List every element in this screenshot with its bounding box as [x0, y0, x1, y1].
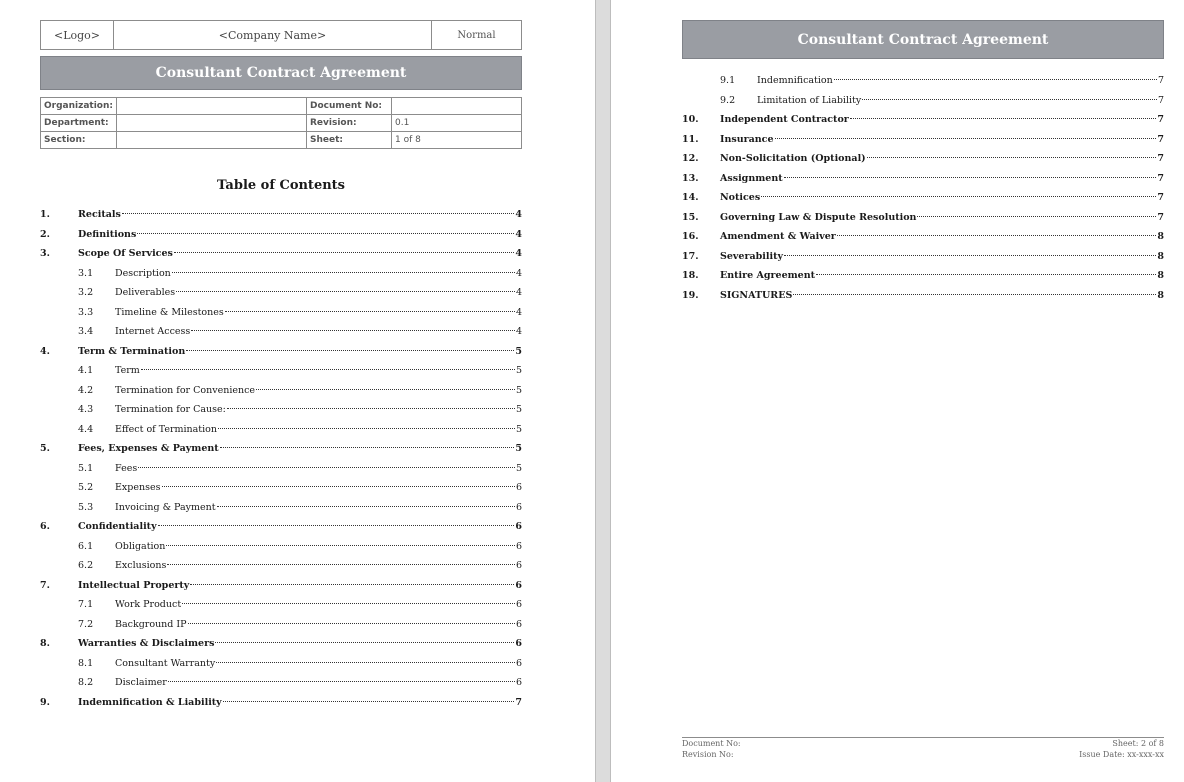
toc-entry-number: 3.2	[78, 287, 94, 298]
toc-entry-page: 6	[515, 638, 522, 649]
toc-entry-page: 4	[515, 209, 522, 220]
toc-entry[interactable]	[40, 537, 522, 557]
toc-entry[interactable]	[40, 517, 522, 537]
toc-leader-dots	[256, 389, 515, 390]
toc-entry-title: Intellectual Property	[78, 579, 190, 591]
toc-entry-title: Deliverables	[115, 287, 176, 298]
toc-entry[interactable]	[682, 227, 1164, 247]
toc-leader-dots	[850, 118, 1157, 119]
toc-entry-number: 8.2	[78, 677, 94, 688]
toc-entry-number: 5.1	[78, 462, 94, 474]
table-of-contents-page-2	[682, 71, 1164, 305]
section-label: Section:	[41, 132, 117, 149]
footer-sheet: Sheet: 2 of 8	[1112, 739, 1164, 748]
toc-heading: Table of Contents	[217, 178, 345, 193]
toc-entry-number: 5.2	[78, 482, 94, 493]
toc-leader-dots	[217, 506, 515, 507]
toc-leader-dots	[862, 99, 1157, 100]
toc-entry-page: 4	[515, 228, 522, 240]
sheet-value[interactable]: 1 of 8	[392, 132, 522, 149]
toc-leader-dots	[174, 252, 515, 253]
toc-leader-dots	[816, 274, 1156, 275]
toc-entry-title: Effect of Termination	[115, 423, 218, 435]
toc-entry-title: Expenses	[115, 482, 161, 493]
toc-entry[interactable]	[40, 205, 522, 225]
logo-placeholder: <Logo>	[41, 21, 114, 49]
toc-entry-title: Internet Access	[115, 326, 191, 337]
footer-issue-date: Issue Date: xx-xxx-xx	[1079, 750, 1164, 759]
toc-entry-page: 5	[515, 345, 522, 357]
toc-entry-page: 6	[515, 540, 522, 552]
toc-leader-dots	[917, 216, 1156, 217]
toc-entry[interactable]	[40, 556, 522, 576]
toc-entry[interactable]	[40, 400, 522, 420]
toc-entry-title: Scope Of Services	[78, 248, 173, 259]
toc-entry-number: 15.	[682, 211, 699, 223]
toc-entry[interactable]	[682, 149, 1164, 169]
toc-entry-number: 7.2	[78, 618, 94, 630]
toc-entry-page: 8	[1157, 289, 1164, 301]
toc-entry-page: 4	[515, 248, 522, 259]
toc-entry-page: 4	[515, 267, 522, 279]
toc-entry-number: 17.	[682, 250, 699, 262]
toc-entry-number: 5.3	[78, 501, 94, 513]
toc-leader-dots	[141, 369, 515, 370]
toc-entry-page: 5	[515, 462, 522, 474]
toc-entry-page: 8	[1157, 231, 1164, 242]
toc-leader-dots	[784, 177, 1157, 178]
toc-entry-page: 5	[515, 443, 522, 454]
toc-entry[interactable]	[682, 110, 1164, 130]
toc-entry-page: 6	[515, 657, 522, 669]
toc-entry-number: 11.	[682, 133, 699, 145]
department-value[interactable]	[117, 115, 307, 132]
toc-entry[interactable]	[682, 266, 1164, 286]
toc-entry[interactable]	[40, 595, 522, 615]
toc-entry-title: Termination for Cause:	[115, 404, 226, 415]
toc-entry-number: 14.	[682, 192, 699, 203]
toc-entry-title: Governing Law & Dispute Resolution	[720, 211, 917, 223]
toc-entry-title: Severability	[720, 250, 784, 262]
toc-leader-dots	[190, 584, 514, 585]
toc-entry[interactable]	[40, 478, 522, 498]
toc-entry-title: Confidentiality	[78, 521, 157, 532]
toc-leader-dots	[223, 701, 515, 702]
toc-leader-dots	[220, 447, 515, 448]
toc-entry[interactable]	[682, 208, 1164, 228]
revision-value[interactable]: 0.1	[392, 115, 522, 132]
toc-entry-title: Non-Solicitation (Optional)	[720, 153, 866, 164]
toc-entry-title: Limitation of Liability	[757, 94, 862, 106]
toc-leader-dots	[216, 662, 515, 663]
toc-entry-number: 6.2	[78, 560, 94, 571]
toc-entry[interactable]	[40, 439, 522, 459]
toc-entry-number: 4.4	[78, 423, 94, 435]
toc-leader-dots	[188, 623, 515, 624]
toc-entry-title: Consultant Warranty	[115, 657, 216, 669]
toc-entry[interactable]	[40, 225, 522, 245]
document-title-banner-page-2: Consultant Contract Agreement	[682, 20, 1164, 59]
toc-entry-page: 6	[515, 501, 522, 513]
toc-entry-number: 3.3	[78, 306, 94, 318]
toc-entry-number: 7.1	[78, 599, 94, 610]
toc-entry-title: Invoicing & Payment	[115, 501, 216, 513]
toc-entry-page: 7	[1157, 94, 1164, 106]
style-label: Normal	[457, 29, 496, 41]
revision-label: Revision:	[307, 115, 392, 132]
toc-entry-page: 5	[515, 404, 522, 415]
toc-entry-number: 3.4	[78, 326, 94, 337]
toc-leader-dots	[167, 564, 515, 565]
toc-leader-dots	[867, 157, 1157, 158]
header-table	[40, 20, 522, 50]
toc-entry[interactable]	[682, 71, 1164, 91]
toc-entry-title: Obligation	[115, 540, 166, 552]
toc-entry[interactable]	[40, 361, 522, 381]
toc-entry-title: Independent Contractor	[720, 114, 849, 125]
company-name-placeholder: <Company Name>	[114, 21, 432, 49]
toc-leader-dots	[218, 428, 515, 429]
toc-entry-page: 6	[515, 579, 522, 591]
toc-entry-title: Term	[115, 365, 140, 376]
toc-entry-title: Warranties & Disclaimers	[78, 638, 215, 649]
document-no-label: Document No:	[307, 98, 392, 115]
toc-leader-dots	[793, 294, 1156, 295]
toc-leader-dots	[186, 350, 514, 351]
toc-entry-number: 4.1	[78, 365, 94, 376]
toc-entry-title: Assignment	[720, 172, 783, 184]
toc-entry-number: 6.	[40, 521, 50, 532]
toc-entry-title: Amendment & Waiver	[720, 231, 836, 242]
toc-entry-page: 7	[1157, 172, 1164, 184]
toc-entry[interactable]	[40, 381, 522, 401]
toc-entry-page: 6	[515, 677, 522, 688]
toc-entry-number: 8.	[40, 638, 50, 649]
toc-entry-page: 6	[515, 560, 522, 571]
page-gutter	[596, 0, 610, 782]
toc-entry-page: 4	[515, 287, 522, 298]
toc-entry[interactable]	[40, 693, 522, 713]
toc-entry-title: Disclaimer	[115, 677, 167, 688]
toc-entry[interactable]	[40, 634, 522, 654]
toc-leader-dots	[166, 545, 515, 546]
toc-leader-dots	[158, 525, 515, 526]
toc-entry-title: Exclusions	[115, 560, 167, 571]
toc-entry-number: 1.	[40, 209, 50, 220]
toc-entry-page: 6	[515, 599, 522, 610]
toc-entry-number: 12.	[682, 153, 699, 164]
footer-document-no: Document No:	[682, 739, 741, 748]
toc-entry-title: Notices	[720, 192, 761, 203]
toc-entry-page: 7	[515, 696, 522, 708]
toc-entry-title: Indemnification & Liability	[78, 696, 222, 708]
toc-entry-number: 8.1	[78, 657, 94, 669]
toc-entry-title: Term & Termination	[78, 345, 186, 357]
toc-entry-title: Indemnification	[757, 75, 833, 86]
toc-entry-number: 9.2	[720, 94, 736, 106]
toc-entry-number: 16.	[682, 231, 699, 242]
toc-entry-number: 5.	[40, 443, 50, 454]
toc-leader-dots	[784, 255, 1156, 256]
toc-entry[interactable]	[682, 91, 1164, 111]
table-of-contents-page-1	[40, 205, 522, 712]
toc-leader-dots	[172, 272, 515, 273]
toc-leader-dots	[138, 467, 515, 468]
toc-entry-number: 9.	[40, 696, 50, 708]
toc-entry-page: 4	[515, 326, 522, 337]
toc-entry-title: Timeline & Milestones	[115, 306, 224, 318]
footer-revision-no: Revision No:	[682, 750, 734, 759]
toc-entry-number: 4.2	[78, 384, 94, 396]
toc-leader-dots	[775, 138, 1157, 139]
toc-entry[interactable]	[40, 342, 522, 362]
toc-leader-dots	[215, 642, 514, 643]
toc-entry-number: 7.	[40, 579, 50, 591]
toc-entry-page: 6	[515, 482, 522, 493]
toc-entry-page: 7	[1157, 192, 1164, 203]
toc-entry[interactable]	[40, 264, 522, 284]
toc-entry-title: Fees	[115, 462, 138, 474]
toc-entry[interactable]	[40, 673, 522, 693]
toc-entry-title: Termination for Convenience	[115, 384, 256, 396]
toc-entry-page: 7	[1157, 114, 1164, 125]
toc-entry-number: 10.	[682, 114, 699, 125]
toc-entry[interactable]	[40, 576, 522, 596]
toc-entry-title: Description	[115, 267, 171, 279]
toc-leader-dots	[168, 681, 515, 682]
document-no-value[interactable]	[392, 98, 522, 115]
toc-entry-number: 13.	[682, 172, 699, 184]
toc-entry-page: 5	[515, 423, 522, 435]
toc-entry-number: 19.	[682, 289, 699, 301]
toc-entry-page: 4	[515, 306, 522, 318]
toc-entry[interactable]	[682, 188, 1164, 208]
organization-label: Organization:	[41, 98, 117, 115]
toc-entry-number: 4.3	[78, 404, 94, 415]
toc-entry[interactable]	[40, 283, 522, 303]
toc-leader-dots	[137, 233, 514, 234]
toc-entry[interactable]	[40, 459, 522, 479]
section-value[interactable]	[117, 132, 307, 149]
toc-entry-page: 6	[515, 618, 522, 630]
page-footer	[682, 737, 1164, 760]
toc-entry[interactable]	[682, 286, 1164, 306]
sheet-label: Sheet:	[307, 132, 392, 149]
toc-leader-dots	[761, 196, 1156, 197]
toc-entry-number: 4.	[40, 345, 50, 357]
toc-entry[interactable]	[682, 247, 1164, 267]
toc-leader-dots	[191, 330, 515, 331]
toc-entry-title: Background IP	[115, 618, 187, 630]
toc-leader-dots	[837, 235, 1157, 236]
toc-leader-dots	[122, 213, 515, 214]
toc-entry-title: Definitions	[78, 228, 137, 240]
toc-entry[interactable]	[40, 303, 522, 323]
toc-entry-title: Recitals	[78, 209, 121, 220]
toc-entry-number: 3.1	[78, 267, 94, 279]
document-meta-table	[40, 97, 522, 149]
toc-entry-page: 8	[1157, 270, 1164, 281]
organization-value[interactable]	[117, 98, 307, 115]
document-title-banner: Consultant Contract Agreement	[40, 56, 522, 90]
toc-entry[interactable]	[682, 130, 1164, 150]
toc-entry-page: 6	[515, 521, 522, 532]
toc-entry[interactable]	[682, 169, 1164, 189]
toc-entry-title: Work Product	[115, 599, 182, 610]
toc-leader-dots	[834, 79, 1157, 80]
toc-entry-title: Insurance	[720, 133, 774, 145]
toc-entry-title: Entire Agreement	[720, 270, 815, 281]
toc-leader-dots	[182, 603, 515, 604]
toc-entry-title: Fees, Expenses & Payment	[78, 443, 219, 454]
toc-entry-number: 18.	[682, 270, 699, 281]
toc-entry-page: 7	[1157, 153, 1164, 164]
toc-entry-page: 7	[1157, 133, 1164, 145]
toc-entry-number: 3.	[40, 248, 50, 259]
toc-entry[interactable]	[40, 498, 522, 518]
toc-entry-page: 7	[1157, 211, 1164, 223]
toc-entry[interactable]	[40, 615, 522, 635]
toc-entry[interactable]	[40, 420, 522, 440]
toc-entry-page: 5	[515, 365, 522, 376]
toc-leader-dots	[227, 408, 515, 409]
toc-leader-dots	[225, 311, 515, 312]
toc-entry[interactable]	[40, 244, 522, 264]
toc-entry-number: 9.1	[720, 75, 736, 86]
department-label: Department:	[41, 115, 117, 132]
toc-entry-title: SIGNATURES	[720, 289, 793, 301]
toc-entry-page: 8	[1157, 250, 1164, 262]
toc-entry[interactable]	[40, 322, 522, 342]
toc-entry[interactable]	[40, 654, 522, 674]
toc-leader-dots	[162, 486, 515, 487]
toc-entry-number: 2.	[40, 228, 50, 240]
toc-entry-page: 5	[515, 384, 522, 396]
toc-entry-number: 6.1	[78, 540, 94, 552]
toc-entry-page: 7	[1157, 75, 1164, 86]
toc-leader-dots	[176, 291, 515, 292]
